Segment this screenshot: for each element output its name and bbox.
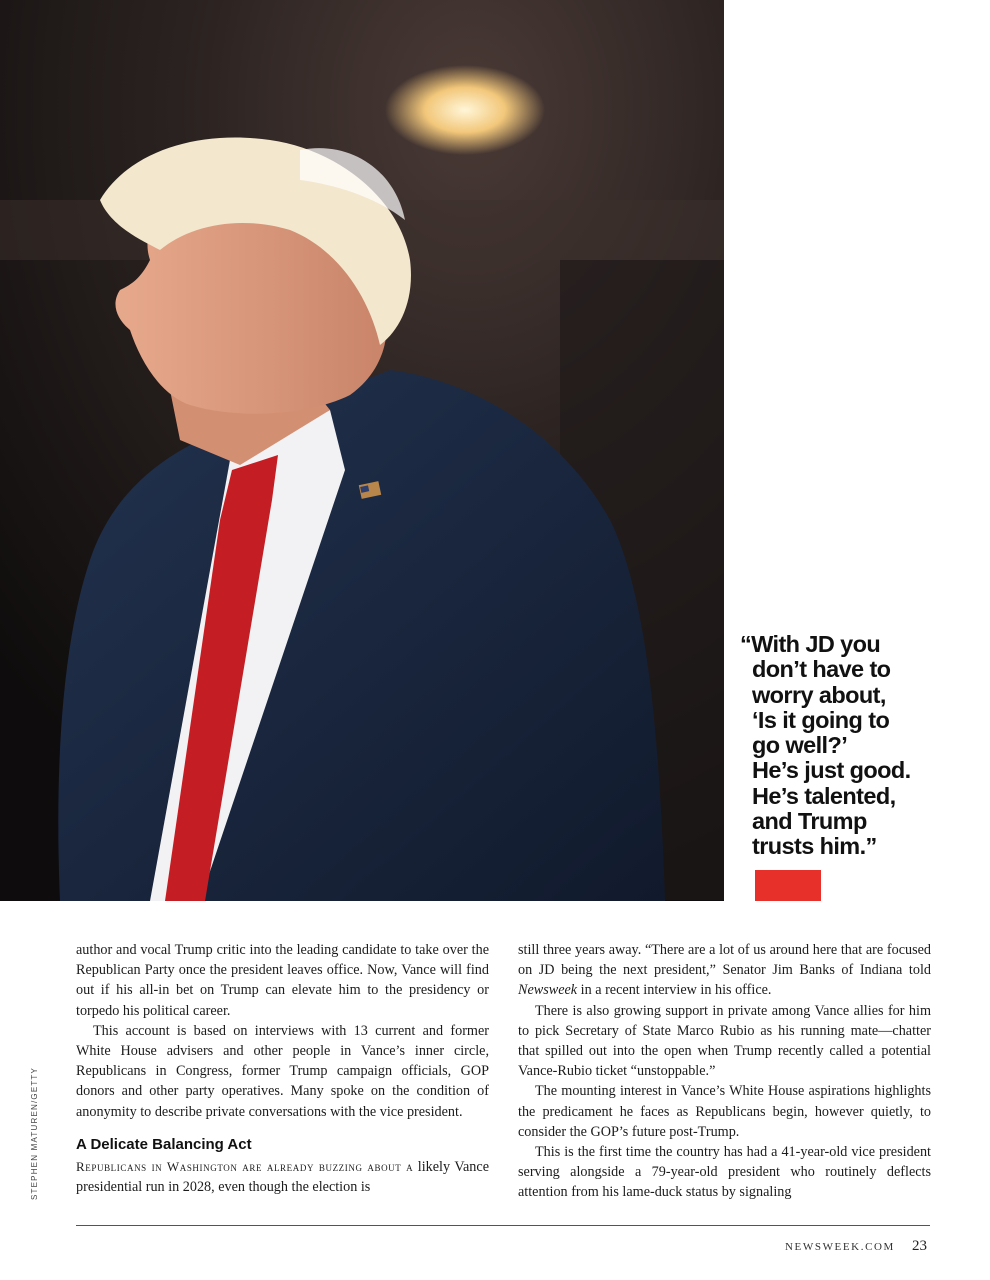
pull-quote-line: don’t have to — [752, 656, 891, 683]
pull-quote-line: worry about, — [752, 681, 886, 708]
pull-quote — [740, 632, 980, 860]
article-paragraph: The mounting interest in Vance’s White House aspirations highlights the predicament he faces as Republicans begin, however quietly, to consider the GOP’s future post-Trump. — [518, 1083, 931, 1140]
article-paragraph: This is the first time the country has had a 41-year-old vice president serving alongside a 79-year-old president who routinely deflects attention from his lame-duck status by signaling — [518, 1144, 931, 1201]
article-column-right — [518, 940, 931, 1203]
article-paragraph — [518, 940, 931, 1001]
pull-quote-line: ‘Is it going to — [752, 706, 890, 733]
paragraph-text: in a recent interview in his office. — [577, 982, 772, 999]
article-column-left — [76, 940, 489, 1197]
article-paragraph: There is also growing support in private among Vance allies for him to pick Secretary of State Marco Rubio as his running mate—chatter that spilled out into the open when Trump recently called a potential Vance-Rubio ticket “unstoppable.” — [518, 1002, 931, 1080]
footer-site-name: NEWSWEEK.COM — [785, 1241, 895, 1253]
lead-in-small-caps: Republicans in Washington are already buzzing about a — [76, 1158, 414, 1174]
article-paragraph: author and vocal Trump critic into the leading candidate to take over the Republican Party once the president leaves office. Now, Vance will find out if his all-in bet on Trump can elevate him to the presidency or torpedo his political career. — [76, 942, 489, 1019]
pull-quote-line: and Trump — [752, 808, 867, 835]
paragraph-text: likely Vance presidential run in 2028, even though the election is — [76, 1158, 489, 1196]
paragraph-text: still three years away. “There are a lot of us around here that are focused on JD being the next president,” Senator Jim Banks of Indiana told — [518, 942, 931, 979]
pull-quote-line: trusts him.” — [752, 833, 877, 860]
pull-quote-line: He’s just good. — [752, 757, 911, 784]
pull-quote-line: He’s talented, — [752, 782, 896, 809]
pull-quote-accent-bar — [755, 870, 821, 901]
publication-name: Newsweek — [518, 982, 578, 999]
footer-rule — [76, 1225, 930, 1226]
pull-quote-line: go well?’ — [752, 732, 848, 759]
article-paragraph — [76, 1157, 489, 1197]
photo-credit: STEPHEN MATUREN/GETTY — [30, 1066, 39, 1200]
page-number: 23 — [912, 1238, 927, 1254]
pull-quote-line: “With JD you — [740, 631, 881, 657]
section-subhead: A Delicate Balancing Act — [76, 1135, 252, 1153]
article-paragraph: This account is based on interviews with 13 current and former White House advisers and other people in Vance’s inner circle, Republicans in Congress, former Trump campaign officials, GOP donors and other party operatives. Many spoke on the condition of anonymity to describe private conversations with the vice president. — [76, 1022, 489, 1120]
